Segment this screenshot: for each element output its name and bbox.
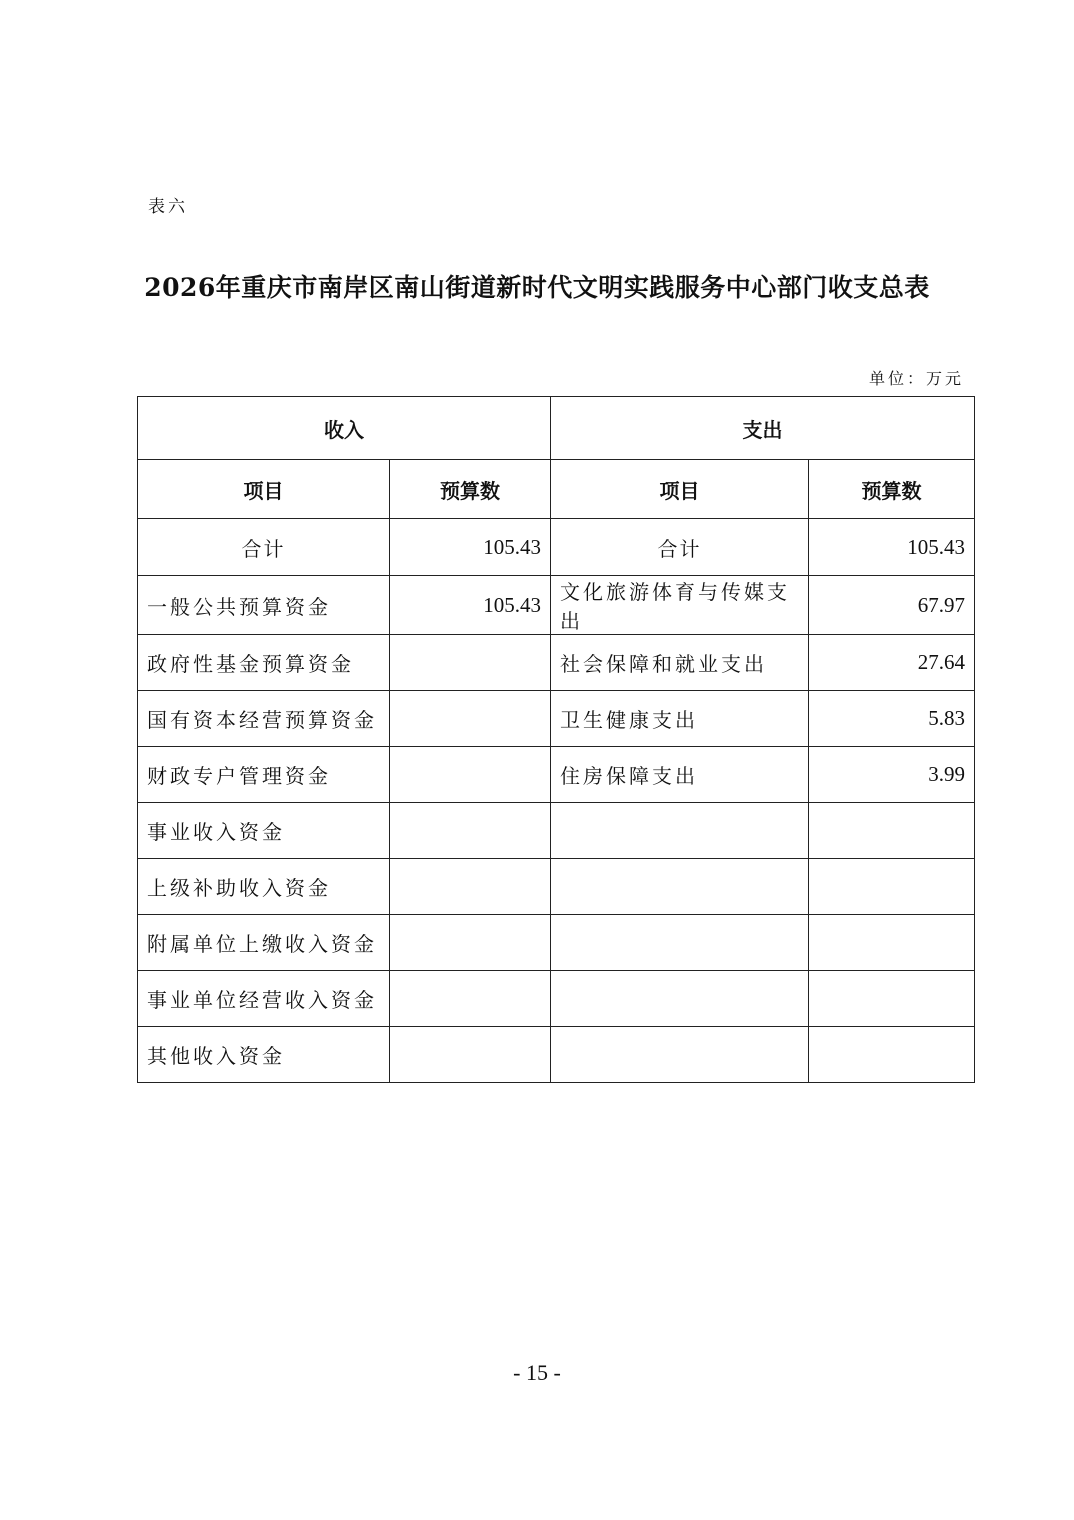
expense-item: 文化旅游体育与传媒支出 [551, 576, 809, 635]
expense-item [551, 803, 809, 859]
income-value [390, 635, 551, 691]
expense-item [551, 1027, 809, 1083]
income-item: 政府性基金预算资金 [138, 635, 390, 691]
income-value: 105.43 [390, 576, 551, 635]
column-header-row [138, 460, 975, 519]
income-item: 财政专户管理资金 [138, 747, 390, 803]
expense-item [551, 915, 809, 971]
income-item: 国有资本经营预算资金 [138, 691, 390, 747]
income-value [390, 691, 551, 747]
table-row [138, 635, 975, 691]
expense-item [551, 859, 809, 915]
expense-item-header: 项目 [551, 460, 809, 519]
unit-label: 单位：万元 [868, 369, 964, 388]
expense-value [809, 915, 975, 971]
income-item: 上级补助收入资金 [138, 859, 390, 915]
expense-value: 27.64 [809, 635, 975, 691]
expense-budget-header: 预算数 [809, 460, 975, 519]
income-value [390, 971, 551, 1027]
income-item: 一般公共预算资金 [138, 576, 390, 635]
expense-item: 社会保障和就业支出 [551, 635, 809, 691]
table-row [138, 803, 975, 859]
total-row [138, 519, 975, 576]
income-total-value: 105.43 [390, 519, 551, 576]
expense-item [551, 971, 809, 1027]
expense-value: 3.99 [809, 747, 975, 803]
income-value [390, 859, 551, 915]
table-row [138, 747, 975, 803]
income-item: 事业收入资金 [138, 803, 390, 859]
income-item-header: 项目 [138, 460, 390, 519]
table-label: 表六 [148, 197, 188, 217]
income-total-label: 合计 [138, 519, 390, 576]
page-number: - 15 - [513, 1360, 561, 1385]
table-row [138, 859, 975, 915]
table-row [138, 915, 975, 971]
expense-value [809, 1027, 975, 1083]
income-group-header: 收入 [138, 397, 551, 460]
table-row [138, 971, 975, 1027]
income-item: 附属单位上缴收入资金 [138, 915, 390, 971]
income-value [390, 803, 551, 859]
table-row [138, 1027, 975, 1083]
expense-value: 5.83 [809, 691, 975, 747]
expense-item: 住房保障支出 [551, 747, 809, 803]
expense-value [809, 971, 975, 1027]
expense-value: 67.97 [809, 576, 975, 635]
page-title: 2026年重庆市南岸区南山街道新时代文明实践服务中心部门收支总表 [144, 273, 930, 302]
income-budget-header: 预算数 [390, 460, 551, 519]
income-value [390, 915, 551, 971]
budget-table [137, 396, 975, 1083]
expense-total-value: 105.43 [809, 519, 975, 576]
income-item: 其他收入资金 [138, 1027, 390, 1083]
expense-group-header: 支出 [551, 397, 975, 460]
expense-item: 卫生健康支出 [551, 691, 809, 747]
table-row [138, 576, 975, 635]
expense-total-label: 合计 [551, 519, 809, 576]
expense-value [809, 859, 975, 915]
income-value [390, 747, 551, 803]
table-row [138, 691, 975, 747]
income-item: 事业单位经营收入资金 [138, 971, 390, 1027]
income-value [390, 1027, 551, 1083]
expense-value [809, 803, 975, 859]
group-header-row [138, 397, 975, 460]
